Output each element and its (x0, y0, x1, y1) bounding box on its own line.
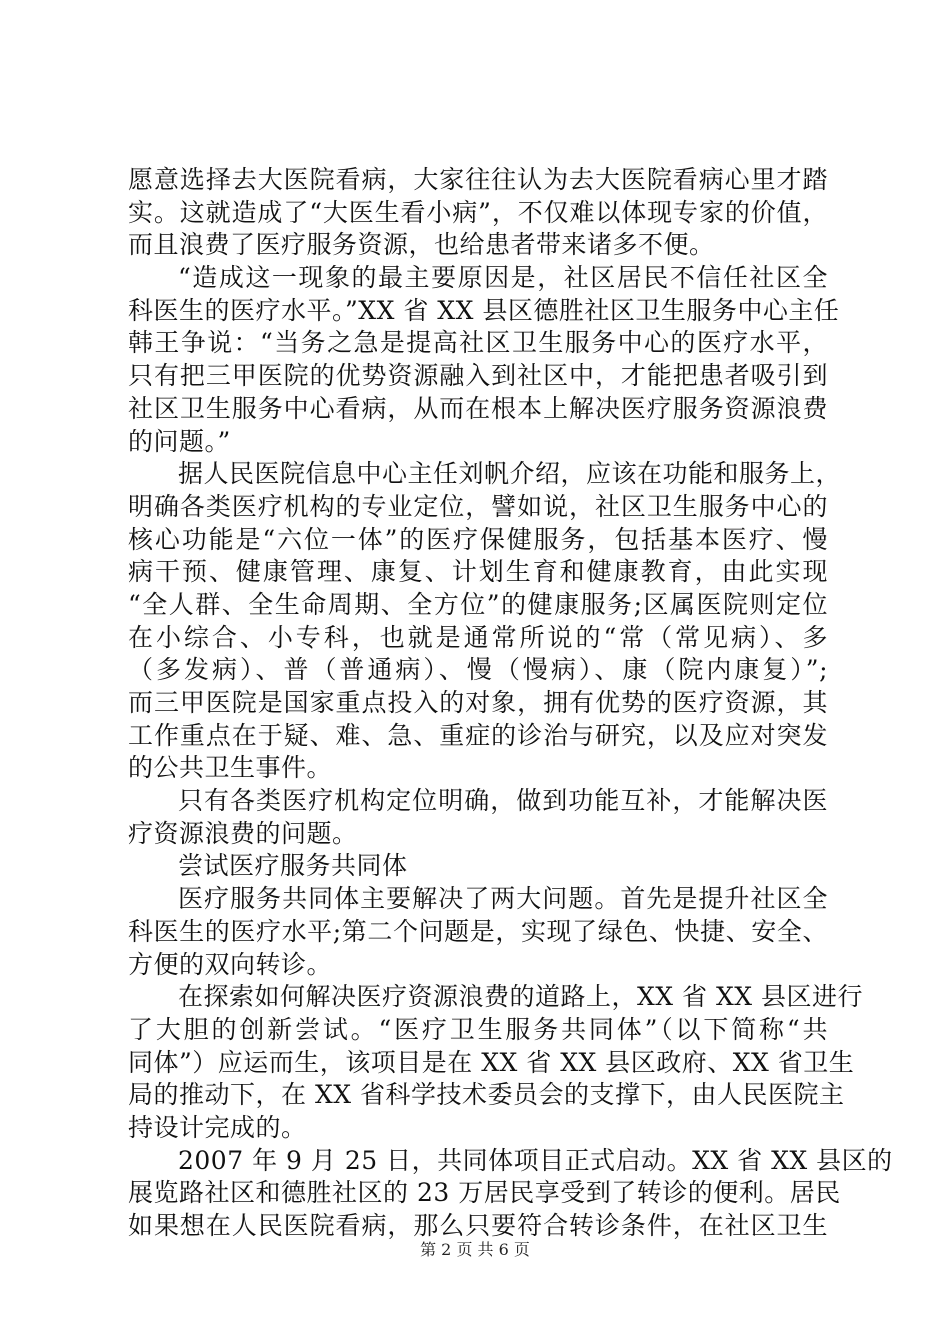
text-line: 持设计完成的。 (128, 1112, 307, 1142)
text-line: 社区卫生服务中心看病，从而在根本上解决医疗服务资源浪费 (128, 393, 828, 423)
text-line: 只有各类医疗机构定位明确，做到功能互补，才能解决医 (178, 786, 828, 816)
text-line: 实。这就造成了“大医生看小病”，不仅难以体现专家的价值， (128, 197, 828, 227)
text-line: 在小综合、小专科，也就是通常所说的“常（常见病）、多 (128, 622, 828, 652)
text-line: （多发病）、普（普通病）、慢（慢病）、康（院内康复）”; (128, 655, 828, 685)
text-line: 的公共卫生事件。 (128, 753, 333, 783)
text-line: 2007 年 9 月 25 日，共同体项目正式启动。XX 省 XX 县区的 (178, 1145, 893, 1175)
text-line: 病干预、健康管理、康复、计划生育和健康教育，由此实现 (128, 557, 828, 587)
text-line: 如果想在人民医院看病，那么只要符合转诊条件，在社区卫生 (128, 1211, 828, 1240)
text-line: 愿意选择去大医院看病，大家往往认为去大医院看病心里才踏 (128, 165, 828, 194)
text-line: 在探索如何解决医疗资源浪费的道路上，XX 省 XX 县区进行 (178, 982, 864, 1012)
text-line: 科医生的医疗水平;第二个问题是，实现了绿色、快捷、安全、 (128, 916, 828, 946)
page-number-footer: 第 2 页 共 6 页 (420, 1240, 530, 1259)
text-line: 核心功能是“六位一体”的医疗保健服务，包括基本医疗、慢 (128, 524, 828, 554)
text-line: “全人群、全生命周期、全方位”的健康服务;区属医院则定位 (128, 589, 828, 619)
text-line: 只有把三甲医院的优势资源融入到社区中，才能把患者吸引到 (128, 361, 828, 391)
text-line: 方便的双向转诊。 (128, 949, 333, 979)
text-line: 疗资源浪费的问题。 (128, 818, 358, 848)
text-line: 医疗服务共同体主要解决了两大问题。首先是提升社区全 (178, 884, 828, 914)
text-line: 据人民医院信息中心主任刘帆介绍，应该在功能和服务上， (178, 459, 842, 489)
text-line: 的问题。” (128, 426, 231, 456)
text-line: 同体”）应运而生，该项目是在 XX 省 XX 县区政府、XX 省卫生 (128, 1047, 855, 1077)
text-line: 科医生的医疗水平。”XX 省 XX 县区德胜社区卫生服务中心主任 (128, 295, 840, 325)
text-line: “造成这一现象的最主要原因是，社区居民不信任社区全 (178, 263, 828, 293)
text-line: 而三甲医院是国家重点投入的对象，拥有优势的医疗资源，其 (128, 688, 828, 717)
text-line: 而且浪费了医疗服务资源，也给患者带来诸多不便。 (128, 230, 715, 260)
text-line: 了大胆的创新尝试。“医疗卫生服务共同体”（以下简称“共 (128, 1014, 828, 1044)
text-line: 局的推动下，在 XX 省科学技术委员会的支撑下，由人民医院主 (128, 1080, 845, 1110)
text-line: 韩王争说：“当务之急是提高社区卫生服务中心的医疗水平， (128, 328, 828, 358)
text-line: 尝试医疗服务共同体 (178, 851, 408, 881)
text-line: 工作重点在于疑、难、急、重症的诊治与研究，以及应对突发 (128, 720, 828, 750)
text-line: 明确各类医疗机构的专业定位，譬如说，社区卫生服务中心的 (128, 491, 828, 521)
document-body (128, 164, 893, 1243)
text-line: 展览路社区和德胜社区的 23 万居民享受到了转诊的便利。居民 (128, 1178, 841, 1208)
